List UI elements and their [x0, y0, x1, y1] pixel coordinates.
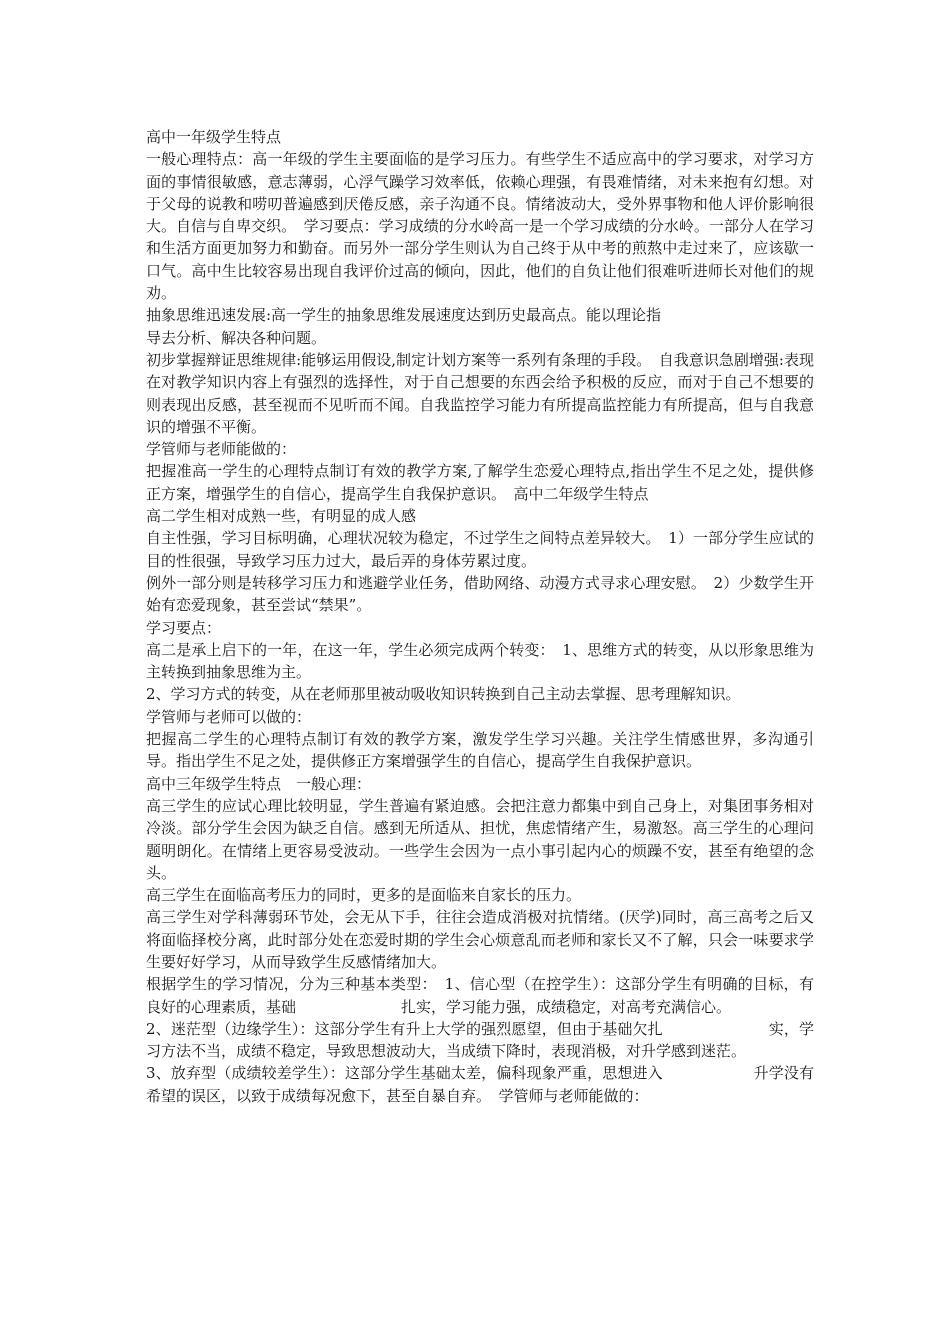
paragraph: 抽象思维迅速发展:高一学生的抽象思维发展速度达到历史最高点。能以理论指	[146, 306, 662, 325]
paragraph: 高三学生对学科薄弱环节处，会无从下手，往往会造成消极对抗情绪。(厌学)同时，高三高考之后又将面临择校分离，此时部分处在恋爱时期的学生会心烦意乱而老师和家长又不了解，只会一味要求学生要好好学习，从而导致学生反感情绪加大。	[146, 908, 814, 971]
paragraph: 3、放弃型（成绩较差学生）：这部分学生基础太差，偏科现象严重，思想进入 升学没有希望的误区，以致于成绩每况愈下，甚至自暴自弃。 学管师与老师能做的：	[146, 1064, 814, 1105]
paragraph: 初步掌握辩证思维规律:能够运用假设,制定计划方案等一系列有条理的手段。 自我意识急剧增强:表现在对教学知识内容上有强烈的选择性，对于自己想要的东西会给予积极的反应，而对于自己不想要的则表现出反感，甚至视而不见听而不闻。自我监控学习能力有所提高监控能力有所提高，但与自我意识的增强不平衡。	[146, 350, 814, 436]
paragraph: 高二学生相对成熟一些，有明显的成人感	[146, 507, 417, 526]
paragraph: 导去分析、解决各种问题。	[146, 328, 327, 347]
paragraph: 自主性强，学习目标明确，心理状况较为稳定，不过学生之间特点差异较大。 1）一部分学生应试的目的性很强，导致学习压力过大，最后弄的身体劳累过度。	[146, 529, 814, 570]
paragraph: 高三学生在面临高考压力的同时，更多的是面临来自家长的压力。	[146, 886, 582, 905]
paragraph: 根据学生的学习情况，分为三种基本类型： 1、信心型（在控学生）：这部分学生有明确的目标，有良好的心理素质，基础 扎实，学习能力强，成绩稳定，对高考充满信心。	[146, 975, 814, 1016]
paragraph: 2、学习方式的转变，从在老师那里被动吸收知识转换到自己主动去掌握、思考理解知识。	[146, 685, 741, 704]
paragraph: 例外一部分则是转移学习压力和逃避学业任务，借助网络、动漫方式寻求心理安慰。 2）少数学生开始有恋爱现象，甚至尝试“禁果”。	[146, 573, 814, 615]
document-body	[146, 126, 814, 1107]
paragraph: 高中三年级学生特点 一般心理：	[146, 774, 372, 793]
paragraph: 学管师与老师能做的：	[146, 440, 297, 459]
paragraph: 把握准高一学生的心理特点制订有效的教学方案,了解学生恋爱心理特点,指出学生不足之处，提供修正方案，增强学生的自信心，提高学生自我保护意识。 高中二年级学生特点	[146, 462, 814, 503]
paragraph: 学管师与老师可以做的：	[146, 707, 312, 726]
paragraph: 高二是承上启下的一年，在这一年，学生必须完成两个转变： 1、思维方式的转变，从以形象思维为主转换到抽象思维为主。	[146, 640, 814, 682]
paragraph: 高三学生的应试心理比较明显，学生普遍有紧迫感。会把注意力都集中到自己身上，对集团事务相对冷淡。部分学生会因为缺乏自信。感到无所适从、担忧，焦虑情绪产生，易激怒。高三学生的心理问题明朗化。在情绪上更容易受波动。一些学生会因为一点小事引起内心的烦躁不安，甚至有绝望的念头。	[146, 796, 814, 882]
heading-grade-one: 高中一年级学生特点	[146, 128, 282, 146]
paragraph: 2、迷茫型（边缘学生）：这部分学生有升上大学的强烈愿望，但由于基础欠扎 实，学习方法不当，成绩不稳定，导致思想波动大，当成绩下降时，表现消极，对升学感到迷茫。	[146, 1019, 814, 1061]
paragraph: 学习要点：	[146, 618, 222, 637]
paragraph: 一般心理特点：高一年级的学生主要面临的是学习压力。有些学生不适应高中的学习要求，对学习方面的事情很敏感，意志薄弱，心浮气躁学习效率低，依赖心理强，有畏难情绪，对未来抱有幻想。对于父母的说教和唠叨普遍感到厌倦反感，亲子沟通不良。情绪波动大，受外界事物和他人评价影响很大。自信与自卑交织。 学习要点：学习成绩的分水岭高一是一个学习成绩的分水岭。一部分人在学习和生活方面更加努力和勤奋。而另外一部分学生则认为自己终于从中考的煎熬中走过来了，应该歇一口气。高中生比较容易出现自我评价过高的倾向，因此，他们的自负让他们很难听进师长对他们的规劝。	[146, 150, 814, 303]
paragraph: 把握高二学生的心理特点制订有效的教学方案，激发学生学习兴趣。关注学生情感世界，多沟通引导。指出学生不足之处，提供修正方案增强学生的自信心，提高学生自我保护意识。	[146, 730, 814, 771]
